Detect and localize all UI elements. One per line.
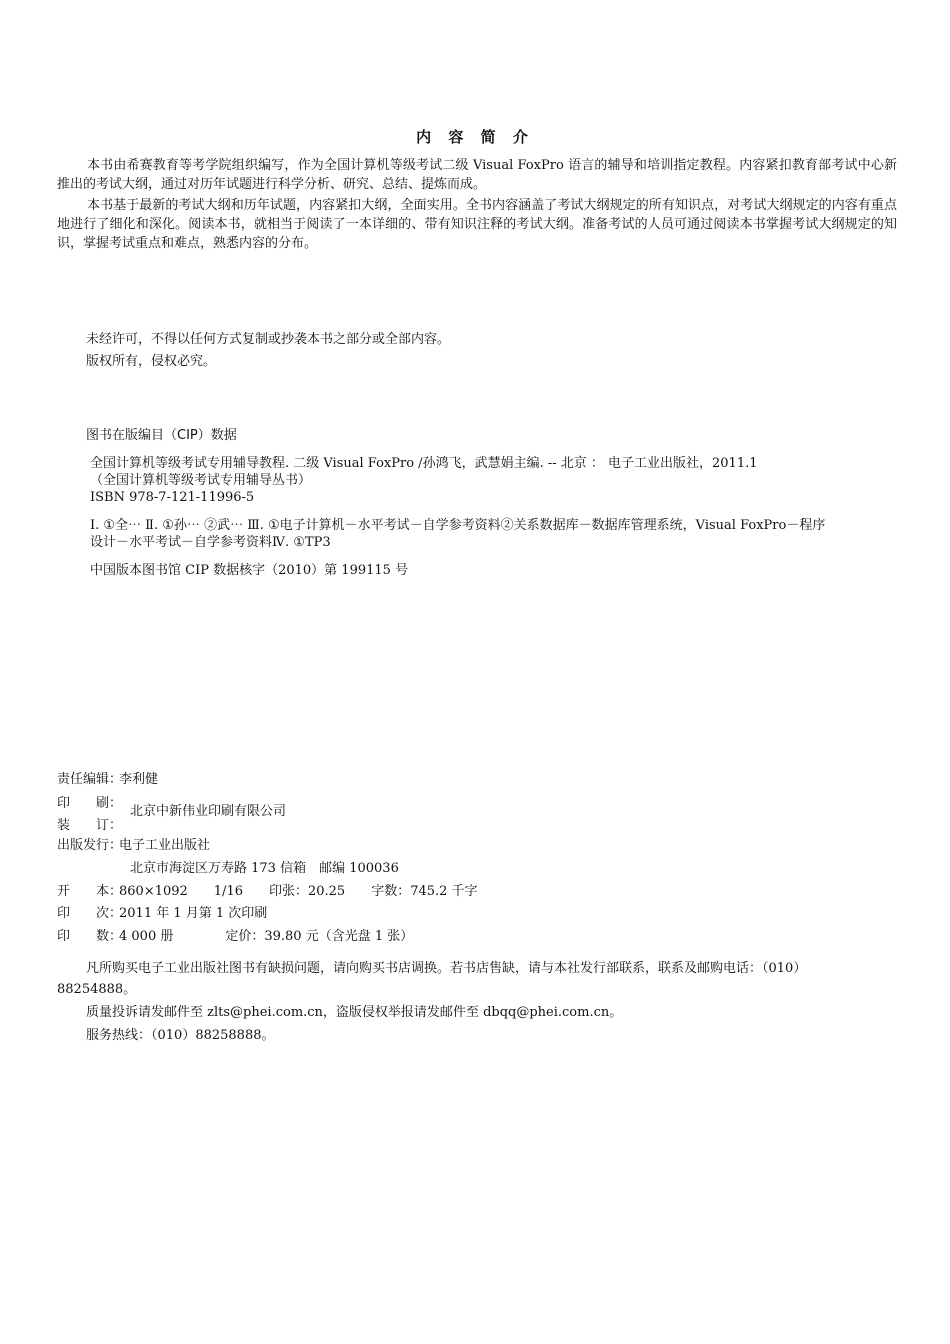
purchase-notice: 凡所购买电子工业出版社图书有缺损问题，请向购买书店调换。若书店售缺，请与本社发行部联系，联系及邮购电话：（010） (86, 961, 807, 976)
printer-value: 北京中新伟业印刷有限公司 (130, 804, 287, 819)
cip-isbn: ISBN 978-7-121-11996-5 (90, 490, 255, 505)
editor-value: 李利健 (119, 772, 159, 787)
format-row (57, 883, 478, 900)
cip-classification-2: 设计－水平考试－自学参考资料Ⅳ. ①TP3 (90, 535, 331, 550)
purchase-phone: 88254888。 (57, 982, 137, 997)
copyright-notice: 未经许可，不得以任何方式复制或抄袭本书之部分或全部内容。 (86, 332, 451, 347)
intro-paragraph-1: 本书由希赛教育等考学院组织编写，作为全国计算机等级考试二级 Visual FoxPro 语言的辅导和培训指定教程。内容紧扣教育部考试中心新推出的考试大纲，通过对历年试题进行科学分析、研究、总结、提炼而成。 (57, 158, 897, 192)
cip-heading: 图书在版编目（CIP）数据 (86, 428, 237, 443)
cip-series: （全国计算机等级考试专用辅导丛书） (90, 473, 312, 488)
copies-row (57, 928, 413, 945)
publisher-address: 北京市海淀区万寿路 173 信箱 邮编 100036 (130, 861, 399, 876)
intro-paragraph-2: 本书基于最新的考试大纲和历年试题，内容紧扣大纲，全面实用。全书内容涵盖了考试大纲规定的所有知识点，对考试大纲规定的内容有重点地进行了细化和深化。阅读本书，就相当于阅读了一本详细的、带有知识注释的考试大纲。准备考试的人员可通过阅读本书掌握考试大纲规定的知识，掌握考试重点和难点，熟悉内容的分布。 (57, 198, 897, 251)
copies-value: 4 000 册 定价：39.80 元（含光盘 1 张） (119, 929, 414, 944)
edition-label: 印 次： (57, 906, 123, 921)
cip-record-number: 中国版本图书馆 CIP 数据核字（2010）第 199115 号 (90, 563, 409, 578)
format-value: 860×1092 1/16 印张：20.25 字数：745.2 千字 (119, 884, 478, 899)
complaint-email: 质量投诉请发邮件至 zlts@phei.com.cn，盗版侵权举报请发邮件至 dbqq@phei.com.cn。 (86, 1005, 623, 1020)
editor-label: 责任编辑： (57, 772, 123, 787)
publisher-row (57, 837, 210, 854)
publisher-value: 电子工业出版社 (119, 838, 211, 853)
binding-label: 装 订： (57, 818, 123, 833)
publisher-label: 出版发行： (57, 838, 123, 853)
edition-row (57, 905, 267, 922)
editor-row (57, 771, 158, 788)
edition-value: 2011 年 1 月第 1 次印刷 (119, 906, 268, 921)
print-label: 印 刷： (57, 796, 123, 811)
cip-classification-1: Ⅰ. ①全⋯ Ⅱ. ①孙⋯ ②武⋯ Ⅲ. ①电子计算机－水平考试－自学参考资料②关系数据库－数据库管理系统，Visual FoxPro－程序 (90, 518, 826, 533)
format-label: 开 本： (57, 884, 123, 899)
service-hotline: 服务热线：（010）88258888。 (86, 1028, 275, 1043)
rights-reserved: 版权所有，侵权必究。 (86, 354, 217, 369)
cip-line-1: 全国计算机等级考试专用辅导教程. 二级 Visual FoxPro /孙鸿飞，武慧娟主编. -- 北京 ： 电子工业出版社，2011.1 (90, 456, 758, 471)
page-title: 内 容 简 介 (416, 128, 534, 146)
copies-label: 印 数： (57, 929, 123, 944)
